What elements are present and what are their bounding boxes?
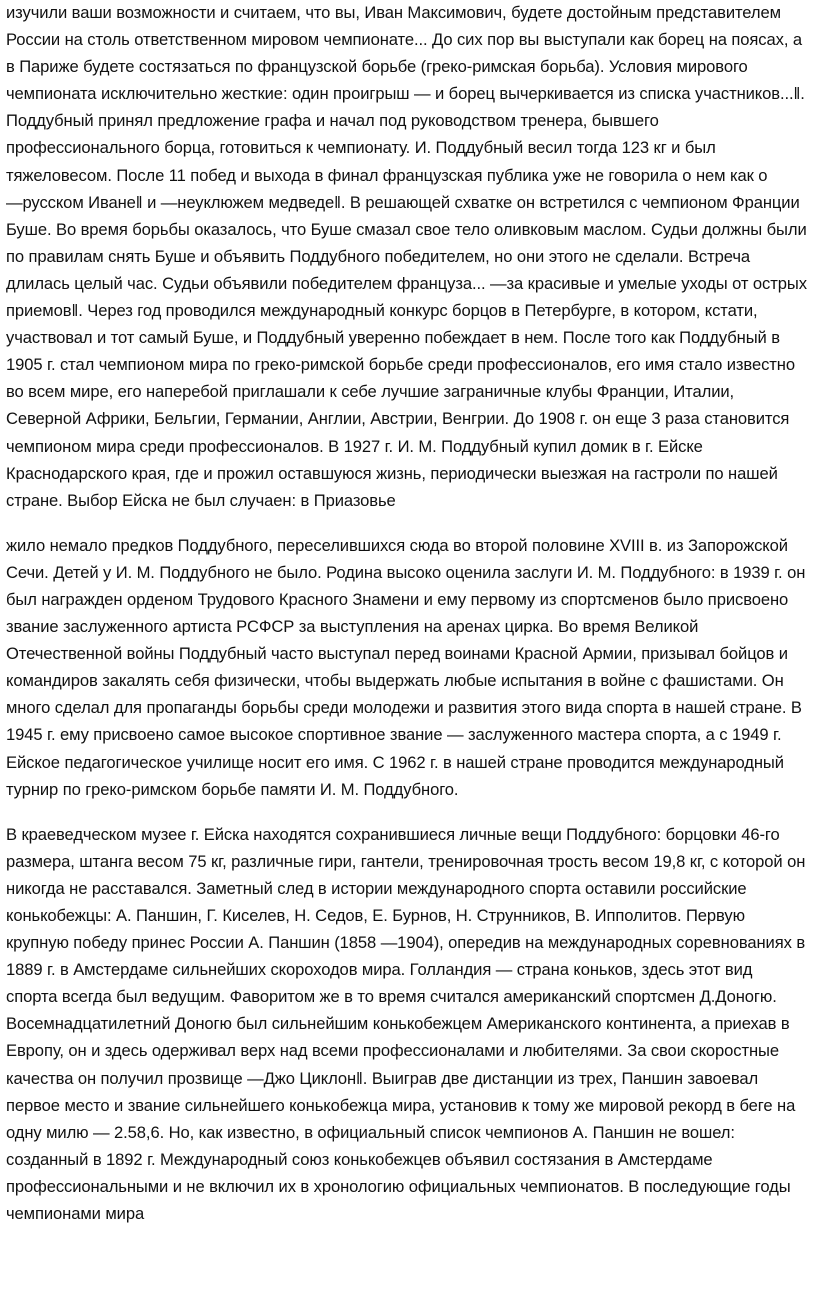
paragraph-1: изучили ваши возможности и считаем, что вы, Иван Максимович, будете достойным представителем России на столь ответственном мировом чемпионате... До сих пор вы выступали как борец на поясах, а в Париже будете состязаться по французской борьбе (греко-римская борьба). Условия мирового чемпионата исключительно жесткие: один проигрыш — и борец вычеркивается из списка участников...‖. Поддубный принял предложение графа и начал под руководством тренера, бывшего профессионального борца, готовиться к чемпионату. И. Поддубный весил тогда 123 кг и был тяжеловесом. После 11 побед и выхода в финал французская публика уже не говорила о нем как о ―русском Иване‖ и ―неуклюжем медведе‖. В решающей схватке он встретился с чемпионом Франции Буше. Во время борьбы оказалось, что Буше смазал свое тело оливковым маслом. Судьи должны были по правилам снять Буше и объявить Поддубного победителем, но они этого не сделали. Встреча длилась целый час. Судьи объявили победителем француза... ―за красивые и умелые уходы от острых приемов‖. Через год проводился международный конкурс борцов в Петербурге, в котором, кстати, участвовал и тот самый Буше, и Поддубный уверенно побеждает в нем. После того как Поддубный в 1905 г. стал чемпионом мира по греко-римской борьбе среди профессионалов, его имя стало известно во всем мире, его наперебой приглашали к себе лучшие заграничные клубы Франции, Италии, Северной Африки, Бельгии, Германии, Англии, Австрии, Венгрии. До 1908 г. он еще 3 раза становится чемпионом мира среди профессионалов. В 1927 г. И. М. Поддубный купил домик в г. Ейске Краснодарского края, где и прожил оставшуюся жизнь, периодически выезжая на гастроли по нашей стране. Выбор Ейска не был случаен: в Приазовье (6, 3, 807, 510)
paragraph-3: В краеведческом музее г. Ейска находятся сохранившиеся личные вещи Поддубного: борцовки 46-го размера, штанга весом 75 кг, различные гири, гантели, тренировочная трость весом 19,8 кг, с которой он никогда не расставался. Заметный след в истории международного спорта оставили российские конькобежцы: А. Паншин, Г. Киселев, Н. Седов, Е. Бурнов, Н. Струнников, В. Ипполитов. Первую крупную победу принес России А. Паншин (1858 ―1904), опередив на международных соревнованиях в 1889 г. в Амстердаме сильнейших скороходов мира. Голландия — страна коньков, здесь этот вид спорта всегда был ведущим. Фаворитом же в то время считался американский спортсмен Д.Доногю. Восемнадцатилетний Доногю был сильнейшим конькобежцем Американского континента, а приехав в Европу, он и здесь одерживал верх над всеми профессионалами и любителями. За свои скоростные качества он получил прозвище ―Джо Циклон‖. Выиграв две дистанции из трех, Паншин завоевал первое место и звание сильнейшего конькобежца мира, установив к тому же мировой рекорд в беге на одну милю — 2.58,6. Но, как известно, в официальный список чемпионов А. Паншин не вошел: созданный в 1892 г. Международный союз конькобежцев объявил состязания в Амстердаме профессиональными и не включил их в хронологию официальных чемпионатов. В последующие годы чемпионами мира (6, 824, 806, 1224)
paragraph-2: жило немало предков Поддубного, переселившихся сюда во второй половине XVIII в. из Запорожской Сечи. Детей у И. М. Поддубного не было. Родина высоко оценила заслуги И. М. Поддубного: в 1939 г. он был награжден орденом Трудового Красного Знамени и ему первому из спортсменов было присвоено звание заслуженного артиста РСФСР за выступления на аренах цирка. Во время Великой Отечественной войны Поддубный часто выступал перед воинами Красной Армии, призывал бойцов и командиров закалять себя физически, чтобы выдержать любые испытания в войне с фашистами. Он много сделал для пропаганды борьбы среди молодежи и развития этого вида спорта в нашей стране. В 1945 г. ему присвоено самое высокое спортивное звание — заслуженного мастера спорта, а с 1949 г. Ейское педагогическое училище носит его имя. С 1962 г. в нашей стране проводится международный турнир по греко-римском борьбе памяти И. М. Поддубного. (6, 535, 806, 799)
